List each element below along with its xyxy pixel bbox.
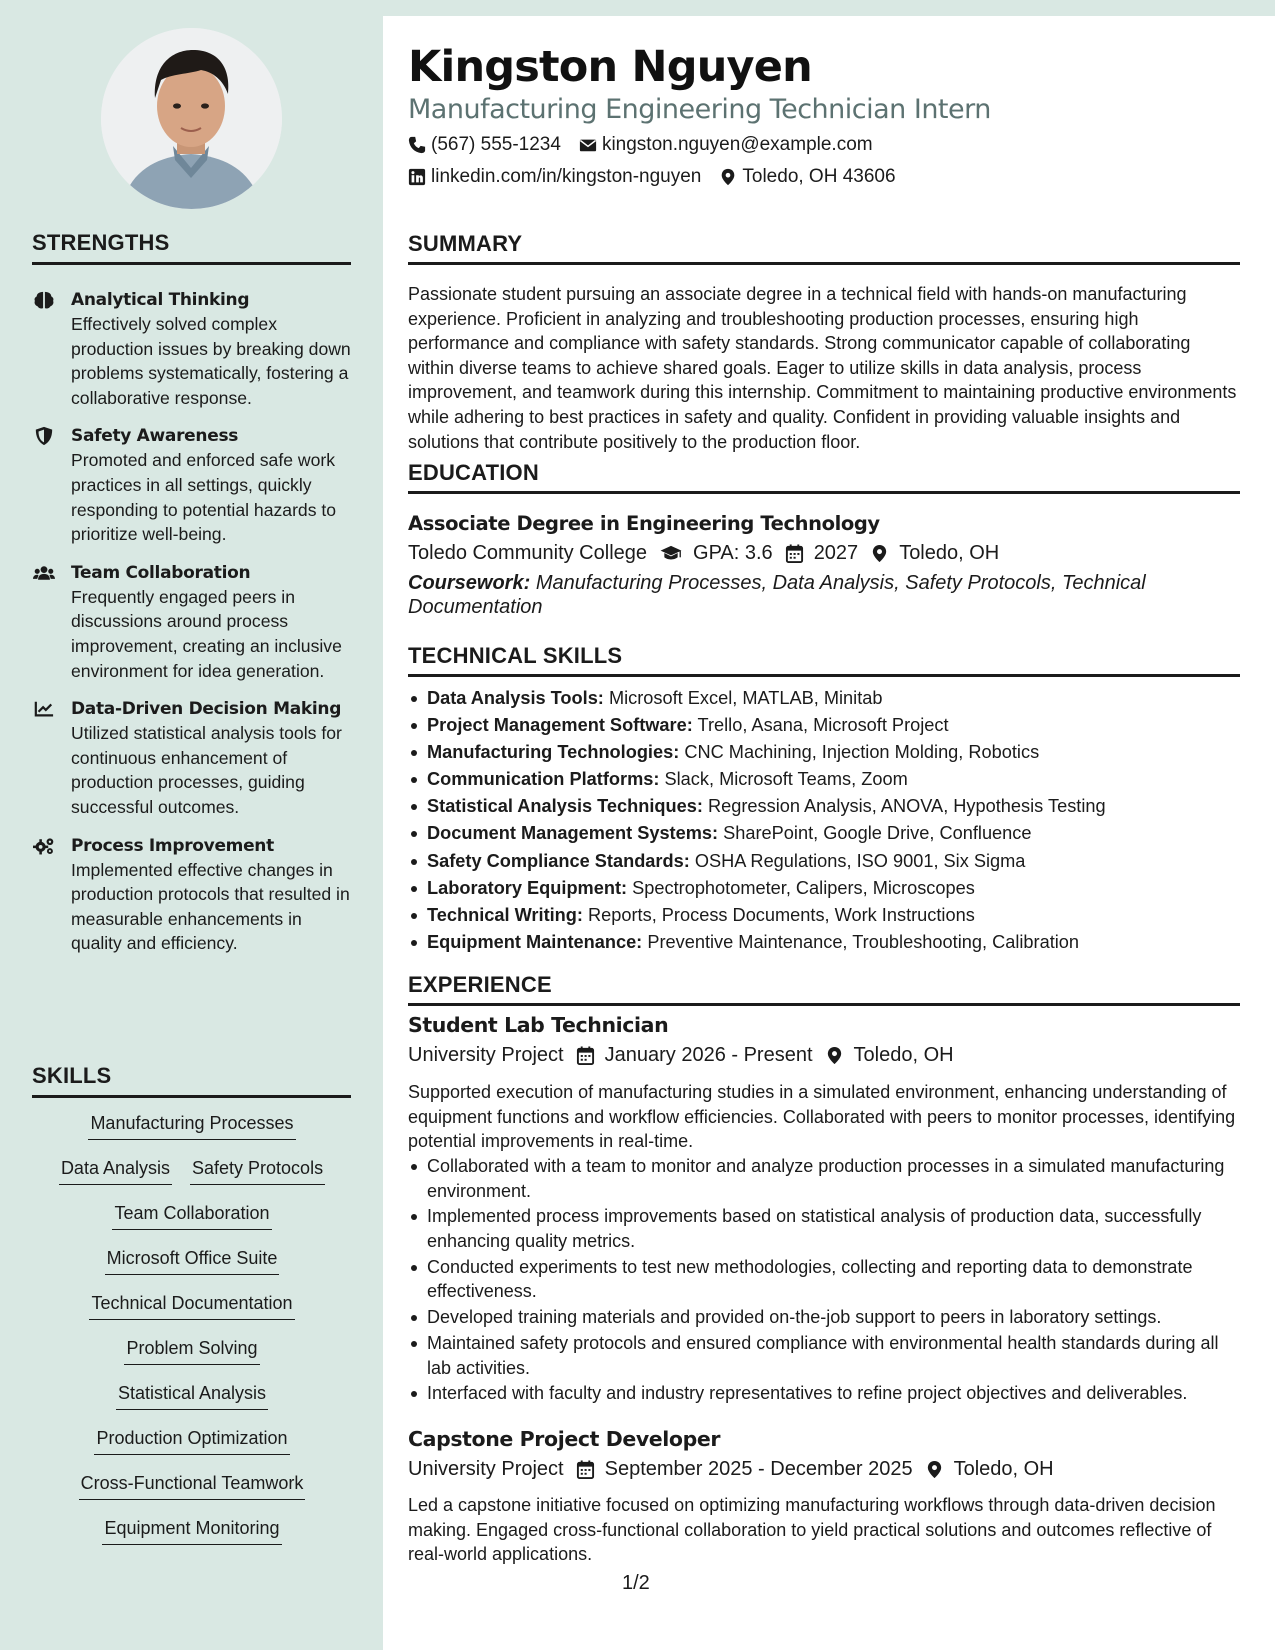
skill-category: Safety Compliance Standards: (427, 850, 690, 871)
year-item (785, 542, 859, 565)
school-name: Toledo Community College (408, 542, 648, 564)
job-role: Manufacturing Engineering Technician Intern (408, 94, 991, 125)
envelope-icon (579, 136, 597, 154)
strength-item (32, 561, 352, 683)
education-meta (408, 542, 999, 565)
strength-description: Effectively solved complex production issues by breaking down problems systematically, fostering a collaborative response. (71, 314, 351, 408)
strengths-heading: STRENGTHS (32, 230, 351, 265)
chart-line-icon (32, 699, 56, 719)
skills-heading: SKILLS (32, 1063, 351, 1098)
strength-title: Team Collaboration (71, 562, 251, 583)
gpa-text: GPA: 3.6 (693, 542, 773, 564)
contact-email[interactable] (579, 134, 873, 156)
job-title: Capstone Project Developer (408, 1427, 721, 1451)
job-org: University Project (408, 1044, 564, 1066)
strength-item (32, 288, 352, 410)
skill-category: Data Analysis Tools: (427, 688, 604, 708)
list-item (408, 902, 1240, 929)
skill-values: Regression Analysis, ANOVA, Hypothesis Testing (708, 796, 1106, 817)
skill-category: Project Management Software: (427, 715, 693, 736)
list-item: Conducted experiments to test new methodologies, collecting and reporting data to demonstrate effectiveness. (408, 1255, 1240, 1304)
linkedin-text[interactable]: linkedin.com/in/kingston-nguyen (431, 166, 702, 187)
education-heading: EDUCATION (408, 460, 1240, 494)
skill-values: SharePoint, Google Drive, Confluence (723, 823, 1032, 844)
strength-title: Analytical Thinking (71, 290, 250, 310)
skill-tag: Cross-Functional Teamwork (79, 1470, 306, 1500)
skill-category: Laboratory Equipment: (427, 877, 628, 898)
map-pin-icon (870, 544, 889, 563)
contact-location (719, 166, 895, 188)
contact-phone (408, 134, 561, 156)
strength-title: Process Improvement (71, 835, 274, 856)
list-item: Interfaced with faculty and industry representatives to refine project objectives and deliverables. (408, 1381, 1240, 1406)
list-item (408, 712, 1240, 739)
edu-location-text: Toledo, OH (899, 542, 1000, 564)
strength-description: Implemented effective changes in production protocols that resulted in measurable enhancements in quality and efficiency. (71, 859, 350, 954)
job-location: Toledo, OH (853, 1044, 954, 1066)
skill-tag: Data Analysis (59, 1155, 172, 1185)
calendar-icon (785, 544, 804, 563)
skills-cloud (32, 1110, 352, 1560)
map-pin-icon (719, 168, 737, 186)
degree-title: Associate Degree in Engineering Technology (408, 512, 880, 535)
list-item (408, 929, 1240, 956)
skill-tag: Safety Protocols (190, 1155, 325, 1185)
skill-tag: Problem Solving (124, 1335, 259, 1365)
list-item (408, 820, 1240, 847)
strengths-list (32, 288, 352, 970)
list-item (408, 793, 1240, 820)
job-bullets (408, 1154, 1240, 1407)
email-text[interactable]: kingston.nguyen@example.com (601, 134, 873, 155)
strength-description: Frequently engaged peers in discussions around process improvement, creating an inclusive environment for idea generation. (71, 586, 342, 681)
portrait-image (101, 28, 282, 209)
skill-values: Slack, Microsoft Teams, Zoom (664, 769, 908, 790)
candidate-name: Kingston Nguyen (408, 42, 812, 92)
skill-category: Technical Writing: (427, 904, 583, 925)
list-item (408, 848, 1240, 875)
strength-description: Utilized statistical analysis tools for continuous enhancement of production processes, guiding successful outcomes. (71, 723, 342, 817)
job-summary: Supported execution of manufacturing studies in a simulated environment, enhancing understanding of equipment functions and workflow efficiencies. Collaborated with peers to monitor processes, identifying potential improvements in real-time. (408, 1082, 1236, 1152)
coursework-text: Manufacturing Processes, Data Analysis, Safety Protocols, Technical Documentation (408, 572, 1146, 618)
users-icon (32, 563, 56, 583)
contact-row-2 (408, 166, 896, 188)
job-dates-item (576, 1044, 813, 1067)
summary-heading: SUMMARY (408, 231, 1240, 265)
coursework-label: Coursework: (408, 572, 531, 594)
top-band (0, 0, 1275, 16)
graduation-cap-icon (659, 544, 683, 563)
skill-values: Reports, Process Documents, Work Instructions (588, 904, 975, 925)
strength-item (32, 834, 352, 956)
map-pin-icon (825, 1046, 844, 1065)
skill-values: Preventive Maintenance, Troubleshooting, Calibration (647, 931, 1080, 952)
brain-icon (32, 290, 56, 310)
list-item: Maintained safety protocols and ensured compliance with environmental health standards during all lab activities. (408, 1331, 1240, 1380)
skill-category: Communication Platforms: (427, 769, 660, 790)
skill-tag: Technical Documentation (89, 1290, 294, 1320)
job-meta (408, 1458, 1054, 1481)
location-text: Toledo, OH 43606 (742, 166, 896, 187)
summary-text: Passionate student pursuing an associate degree in a technical field with hands-on manufacturing experience. Proficient in analyzing and troubleshooting production processes, ensuring high performance and compliance with safety standards. Strong communicator capable of collaborating within diverse teams to achieve shared goals. Eager to utilize skills in data analysis, process improvement, and teamwork during this internship. Commitment to maintaining productive environments while adhering to best practices in safety and quality. Confident in providing valuable insights and solutions that contribute positively to the production floor. (408, 284, 1237, 452)
job-dates: September 2025 - December 2025 (604, 1458, 913, 1480)
job-location-item (825, 1044, 954, 1067)
job-location: Toledo, OH (953, 1458, 1054, 1480)
page-number: 1/2 (622, 1572, 650, 1594)
coursework (408, 571, 1240, 619)
list-item (408, 685, 1240, 712)
skill-tag: Production Optimization (94, 1425, 289, 1455)
phone-icon (408, 136, 426, 154)
strength-item (32, 424, 352, 546)
skill-values: CNC Machining, Injection Molding, Robotics (684, 742, 1040, 763)
year-text: 2027 (813, 542, 859, 564)
job-summary: Led a capstone initiative focused on optimizing manufacturing workflows through data-driven decision making. Engaged cross-functional collaboration to yield practical solutions and outcomes reflective of real-world applications. (408, 1495, 1216, 1565)
strength-title: Data-Driven Decision Making (71, 699, 342, 720)
list-item (408, 766, 1240, 793)
technical-skills-heading: TECHNICAL SKILLS (408, 643, 1240, 677)
strength-title: Safety Awareness (71, 426, 239, 447)
contact-linkedin[interactable] (408, 166, 701, 188)
technical-skills-list (408, 685, 1240, 956)
calendar-icon (576, 1046, 595, 1065)
skill-tag: Statistical Analysis (116, 1380, 268, 1410)
job-meta (408, 1044, 954, 1067)
gears-icon (32, 836, 56, 856)
skill-tag: Team Collaboration (112, 1200, 271, 1230)
job-dates: January 2026 - Present (604, 1044, 813, 1066)
map-pin-icon (925, 1460, 944, 1479)
skill-category: Manufacturing Technologies: (427, 742, 680, 763)
contact-row (408, 134, 873, 156)
gpa-item (659, 542, 773, 565)
list-item (408, 739, 1240, 766)
list-item: Developed training materials and provided on-the-job support to peers in laboratory settings. (408, 1305, 1240, 1330)
avatar (101, 28, 282, 209)
job-title: Student Lab Technician (408, 1013, 669, 1037)
edu-location-item (870, 542, 999, 565)
skill-tag: Equipment Monitoring (102, 1515, 281, 1545)
skill-values: Spectrophotometer, Calipers, Microscopes (632, 877, 975, 898)
skill-tag: Manufacturing Processes (88, 1110, 295, 1140)
calendar-icon (576, 1460, 595, 1479)
phone-text: (567) 555-1234 (431, 134, 561, 155)
linkedin-icon (408, 168, 426, 186)
shield-icon (32, 426, 56, 446)
job-org: University Project (408, 1458, 564, 1480)
skill-values: Microsoft Excel, MATLAB, Minitab (608, 688, 883, 708)
strength-description: Promoted and enforced safe work practices in all settings, quickly responding to potential hazards to prioritize well-being. (71, 450, 337, 545)
skill-values: Trello, Asana, Microsoft Project (697, 715, 949, 736)
skill-category: Equipment Maintenance: (427, 931, 643, 952)
list-item (408, 875, 1240, 902)
skill-values: OSHA Regulations, ISO 9001, Six Sigma (694, 850, 1026, 871)
skill-tag: Microsoft Office Suite (105, 1245, 280, 1275)
job-location-item (925, 1458, 1054, 1481)
experience-heading: EXPERIENCE (408, 972, 1240, 1006)
strength-item (32, 697, 352, 819)
skill-category: Statistical Analysis Techniques: (427, 796, 703, 817)
skill-category: Document Management Systems: (427, 823, 719, 844)
job-dates-item (576, 1458, 913, 1481)
list-item: Collaborated with a team to monitor and analyze production processes in a simulated manufacturing environment. (408, 1154, 1240, 1203)
list-item: Implemented process improvements based on statistical analysis of production data, successfully enhancing quality metrics. (408, 1204, 1240, 1253)
